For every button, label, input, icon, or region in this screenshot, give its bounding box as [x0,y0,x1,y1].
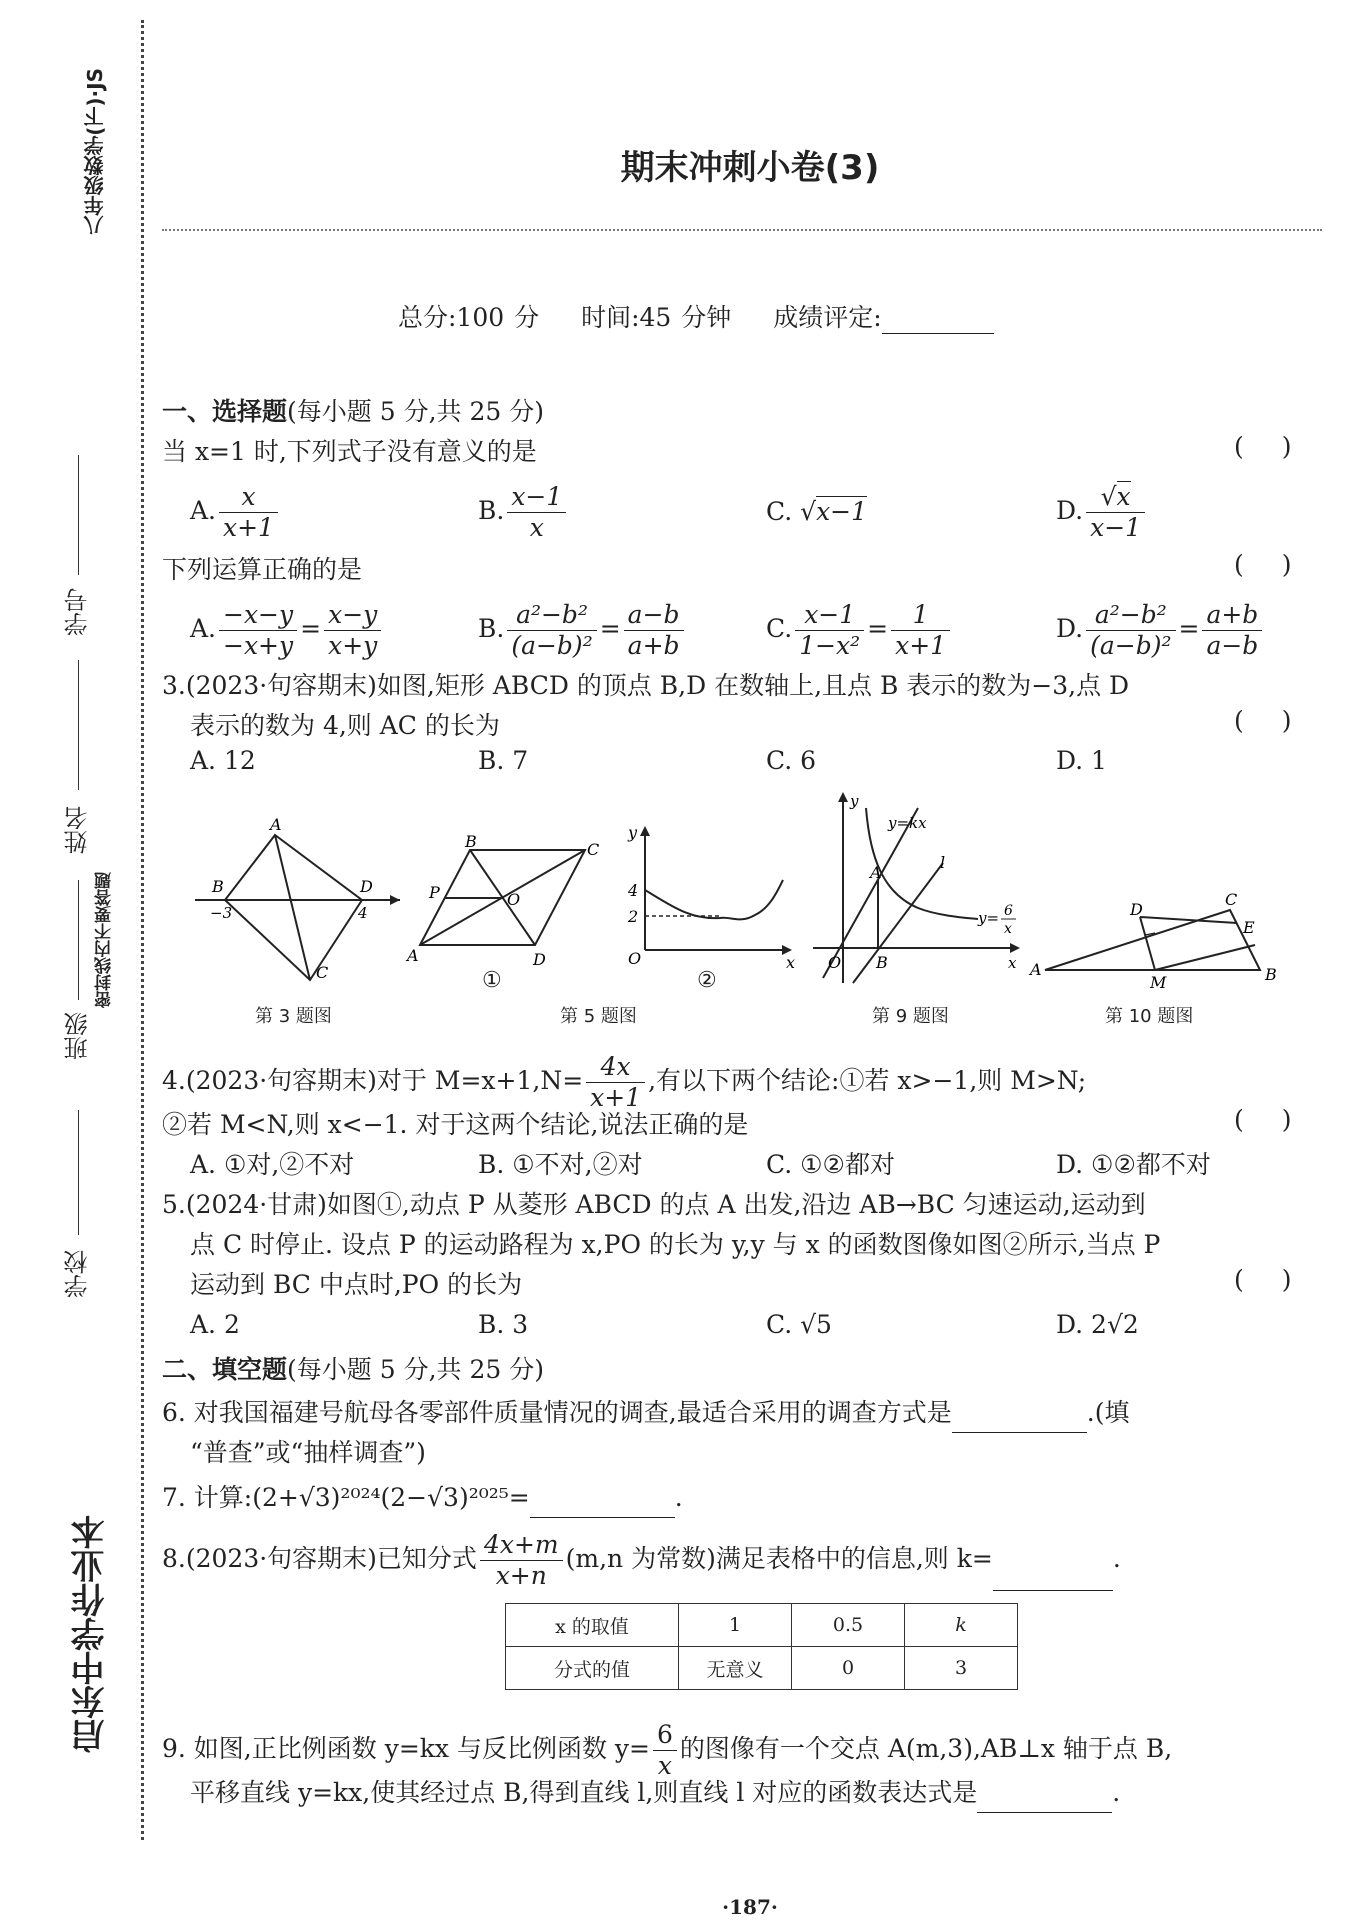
table-row [506,1604,1018,1647]
svg-text:y: y [628,823,638,842]
svg-text:2: 2 [628,907,639,926]
table-cell: k [905,1604,1018,1647]
q3-option-d[interactable]: D. 1 [1056,746,1107,775]
grade-label: 成绩评定: [773,303,882,332]
q6-line2: “普查”或“抽样调查”) [190,1438,426,1467]
svg-text:y: y [850,792,859,810]
field-label-id: 学号 [64,588,92,636]
q3-line2: 表示的数为 4,则 AC 的长为 [190,711,500,740]
q9-answer-blank[interactable] [977,1784,1112,1813]
svg-text:A: A [407,946,419,965]
q2-stem [162,550,362,590]
q8-table [505,1603,1018,1690]
table-cell: 1 [679,1604,792,1647]
svg-text:−3: −3 [210,904,233,922]
fig10-caption: 第 10 题图 [1105,1006,1194,1027]
fig9-caption: 第 9 题图 [872,1006,949,1027]
field-line-class[interactable] [78,880,79,1000]
q1-option-a[interactable]: A. $\frac{x}{x+1}$ [190,482,281,543]
exam-time: 时间:45 分钟 [581,303,732,332]
q2-answer-paren[interactable]: () [1234,550,1330,579]
q7-line: 7. 计算:(2+√3)²⁰²⁴(2−√3)²⁰²⁵= . [162,1478,683,1518]
svg-text:y=: y= [978,909,1000,927]
field-label-school: 学校 [64,1250,92,1298]
section2-heading [162,1350,544,1390]
section2-title: 二、填空题 [162,1355,288,1384]
q1-option-b[interactable]: B. $\frac{x-1}{x}$ [478,482,569,543]
svg-text:x: x [1004,921,1012,937]
table-cell: 无意义 [679,1647,792,1690]
svg-text:A: A [270,815,282,834]
svg-text:B: B [212,877,224,896]
q3-option-a[interactable]: A. 12 [190,746,256,775]
q7-answer-blank[interactable] [530,1489,675,1518]
fig10-triangle-diagram [1025,865,1295,990]
q4-option-a[interactable]: A. ①对,②不对 [190,1150,355,1179]
svg-text:B: B [876,953,888,972]
q2-option-b[interactable]: B. $\frac{\text{a²−b²}}{\text{(a−b)²}}$ = $\frac{a-b}{a+b}$ [478,600,687,661]
section1-note: (每小题 5 分,共 25 分) [287,397,544,426]
total-score: 总分:100 分 [398,303,540,332]
svg-text:B: B [465,835,477,851]
q5-line2: 点 C 时停止. 设点 P 的运动路程为 x,PO 的长为 y,y 与 x 的函数图像如图②所示,当点 P [190,1230,1161,1259]
table-cell: x 的取值 [506,1604,679,1647]
section1-title: 一、选择题 [162,397,288,426]
q4-option-d[interactable]: D. ①②都不对 [1056,1150,1211,1179]
q9-line2: 平移直线 y=kx,使其经过点 B,得到直线 l,则直线 l 对应的函数表达式是 . [190,1773,1120,1813]
q2-option-c[interactable]: C. $\frac{x-1}{\text{1−x²}}$ = $\frac{1}{x+1}$ [766,600,953,661]
section1-heading [162,392,544,432]
q6-line1: 6. 对我国福建号航母各零部件质量情况的调查,最适合采用的调查方式是 .(填 [162,1393,1129,1433]
svg-text:4: 4 [358,904,368,922]
q1-option-d[interactable]: D. $\frac{√x}{x-1}$ [1056,482,1148,543]
q4-line1: 4.(2023·句容期末)对于 M=x+1,N= $\frac{4x}{x+1}$ ,有以下两个结论:①若 x>−1,则 M>N; [162,1052,1087,1112]
svg-text:C: C [1225,890,1238,909]
q9-line1: 9. 如图,正比例函数 y=kx 与反比例函数 y= $\frac{6}{x}$ 的图像有一个交点 A(m,3),AB⊥x 轴于点 B, [162,1720,1173,1780]
q5-option-d[interactable]: D. 2√2 [1056,1310,1139,1339]
svg-text:P: P [429,883,440,902]
q2-option-d[interactable]: D. $\frac{\text{a²−b²}}{\text{(a−b)²}}$ = $\frac{a+b}{a-b}$ [1056,600,1265,661]
svg-text:O: O [628,949,642,968]
field-line-id[interactable] [78,455,79,575]
exam-meta [398,298,1036,334]
table-row [506,1647,1018,1690]
fig5-function-graph [620,820,800,985]
svg-text:M: M [1150,973,1167,990]
sidebar-subject: 八年级数学(下)·JS [83,68,107,236]
q2-text: 下列运算正确的是 [162,555,363,584]
fig9-function-graph [808,788,1033,993]
q1-stem [162,432,537,472]
q3-option-c[interactable]: C. 6 [766,746,817,775]
q3-line1: 3.(2023·句容期末)如图,矩形 ABCD 的顶点 B,D 在数轴上,且点 B 表示的数为−3,点 D [162,671,1130,700]
svg-text:y=kx: y=kx [888,814,927,832]
grade-blank[interactable] [882,307,994,334]
svg-text:E: E [1243,918,1255,937]
svg-text:O: O [828,953,842,972]
svg-text:D: D [360,877,373,896]
q1-text: 当 x=1 时,下列式子没有意义的是 [162,437,537,466]
q5-option-b[interactable]: B. 3 [478,1310,529,1339]
table-cell: 0.5 [792,1604,905,1647]
svg-text:O: O [507,890,521,909]
q1-answer-paren[interactable]: () [1234,432,1330,461]
field-label-class: 班级 [64,1012,92,1060]
q5-line1: 5.(2024·甘肃)如图①,动点 P 从菱形 ABCD 的点 A 出发,沿边 AB→BC 匀速运动,运动到 [162,1190,1146,1219]
svg-text:A: A [1030,960,1042,979]
q4-line2: ②若 M<N,则 x<−1. 对于这两个结论,说法正确的是 [162,1110,749,1139]
svg-text:l: l [940,853,946,872]
field-label-name: 姓名 [64,806,92,854]
fig5-label-1: ① [482,968,502,993]
svg-text:C: C [587,840,600,859]
q6-answer-blank[interactable] [952,1404,1087,1433]
svg-text:A: A [870,863,882,882]
svg-text:4: 4 [628,881,639,900]
svg-text:x: x [1008,954,1017,972]
svg-text:D: D [1130,900,1143,919]
q3-option-b[interactable]: B. 7 [478,746,529,775]
fig3-caption: 第 3 题图 [255,1006,332,1027]
q5-line3: 运动到 BC 中点时,PO 的长为 [190,1270,523,1299]
q4-option-c[interactable]: C. ①②都对 [766,1150,895,1179]
fig5-rhombus-diagram [405,835,605,985]
fig5-caption: 第 5 题图 [560,1006,637,1027]
svg-text:B: B [1265,965,1277,984]
q1-option-c[interactable]: C. √x−1 [766,497,868,526]
q3-answer-paren[interactable]: () [1234,706,1330,735]
svg-text:6: 6 [1004,903,1013,919]
fig5-label-2: ② [697,968,717,993]
q4-answer-paren[interactable]: () [1234,1105,1330,1134]
table-cell: 0 [792,1647,905,1690]
seal-dotted-line [141,20,144,1840]
table-cell: 分式的值 [506,1647,679,1690]
page-title: 期末冲刺小卷(3) [620,148,880,188]
sidebar-book-title: 启东中学作业本 [71,1515,111,1753]
q8-line: 8.(2023·句容期末)已知分式 $\frac{4x+m}{x+n}$ (m,n 为常数)满足表格中的信息,则 k= . [162,1530,1121,1590]
section2-note: (每小题 5 分,共 25 分) [287,1355,544,1384]
svg-text:x: x [786,953,796,972]
q5-option-a[interactable]: A. 2 [190,1310,240,1339]
field-line-name[interactable] [78,660,79,790]
sidebar-seal-note: 密封线内不要答题 [95,872,115,1008]
q5-answer-paren[interactable]: () [1234,1265,1330,1294]
table-cell: 3 [905,1647,1018,1690]
q5-option-c[interactable]: C. √5 [766,1310,832,1339]
q4-option-b[interactable]: B. ①不对,②对 [478,1150,643,1179]
svg-text:C: C [316,963,329,982]
q2-option-a[interactable]: A. $\frac{-x-y}{-x+y}$ = $\frac{x-y}{x+y}$ [190,600,384,661]
q8-answer-blank[interactable] [993,1562,1113,1591]
title-divider [162,229,1322,231]
fig3-rhombus-diagram [190,810,410,990]
field-line-school[interactable] [78,1110,79,1235]
svg-text:D: D [533,950,546,969]
page-number: ·187· [722,1895,778,1919]
